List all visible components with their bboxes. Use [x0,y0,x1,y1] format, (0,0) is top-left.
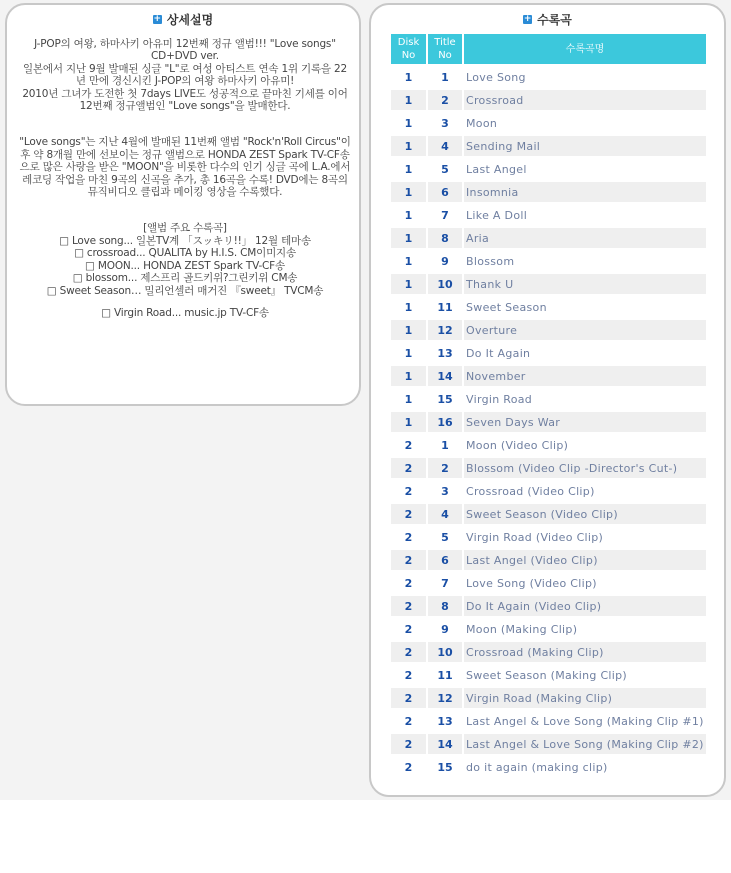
track-title-no: 14 [428,366,464,386]
track-disk-no: 1 [391,67,428,87]
column-header-track-name: 수록곡명 [464,34,706,64]
highlight-item: □ blossom... 제스프리 골드키위?그린키위 CM송 [72,272,298,285]
track-name: Seven Days War [464,412,706,432]
track-name: do it again (making clip) [466,760,608,774]
track-name: Sweet Season (Making Clip) [466,668,628,682]
track-disk-no: 2 [391,504,428,524]
track-disk-no: 1 [391,320,428,340]
track-title-no: 7 [428,205,464,225]
track-row [391,573,706,593]
track-title-no: 1 [428,435,464,455]
track-name: Crossroad (Making Clip) [464,642,706,662]
track-title-no: 5 [428,527,464,547]
track-name: Crossroad (Video Clip) [466,484,595,498]
track-row [391,665,706,685]
track-row [391,159,706,179]
track-disk-no: 2 [391,757,428,777]
track-name: Like A Doll [466,208,528,222]
track-disk-no: 1 [391,274,428,294]
track-row [391,320,706,340]
track-name: Virgin Road (Making Clip) [464,688,706,708]
tracklist-panel-header [371,10,724,28]
track-disk-no: 1 [391,113,428,133]
tracklist-panel [369,3,726,797]
album-summary: "Love songs"는 지난 4월에 발매된 11번째 앨범 "Rock'n'Roll Circus"이후 약 8개월 만에 선보이는 정규 앨범으로 HONDA ZEST Spark TV-CF송으로 많은 사랑을 받은 "MOON"을 비롯한 다수의 인기 싱글 곡에 L.A.에서 레코딩 작업을 마친 9곡의 신곡을 추가, 총 16곡을 수록! DVD에는 8곡의 뮤직비디오 클립과 메이킹 영상을 수록했다. [19,136,351,199]
track-name: Virgin Road [466,392,533,406]
track-name: Sending Mail [464,136,706,156]
track-row [391,297,706,317]
intro-headline: J-POP의 여왕, 하마사키 아유미 12번째 정규 앨범!!! "Love songs" CD+DVD ver. [34,38,336,63]
track-title-no: 10 [428,274,464,294]
track-name: November [464,366,706,386]
track-name: Last Angel [466,162,527,176]
track-title-no: 10 [428,642,464,662]
track-row [391,642,706,662]
detail-panel-header [7,10,359,28]
track-disk-no: 1 [391,228,428,248]
track-disk-no: 1 [391,412,428,432]
column-header-disk-no [391,34,428,64]
track-title-no: 1 [428,67,464,87]
track-disk-no: 2 [391,573,428,593]
tracklist-body [391,67,706,777]
track-title-no: 5 [428,159,464,179]
tracklist-header-row [391,34,706,64]
track-title-no: 6 [428,182,464,202]
track-row [391,228,706,248]
track-title-no: 9 [428,251,464,271]
track-disk-no: 2 [391,734,428,754]
track-disk-no: 1 [391,297,428,317]
track-name: Virgin Road (Video Clip) [466,530,604,544]
track-disk-no: 2 [391,458,428,478]
track-disk-no: 1 [391,343,428,363]
highlight-item: □ crossroad... QUALITA by H.I.S. CM이미지송 [74,247,296,260]
intro-record: 일본에서 지난 9월 발매된 싱글 "L"로 여성 아티스트 연속 1위 기록을 22년 만에 경신시킨 J-POP의 여왕 하마사키 아유미! [23,62,347,88]
track-title-no: 15 [428,389,464,409]
track-disk-no: 1 [391,159,428,179]
track-disk-no: 1 [391,366,428,386]
track-row [391,550,706,570]
track-row [391,274,706,294]
track-name: Sweet Season (Video Clip) [464,504,706,524]
track-row [391,251,706,271]
track-row [391,90,706,110]
track-row [391,136,706,156]
track-row [391,205,706,225]
track-name: Crossroad [464,90,706,110]
tracklist-panel-title: 수록곡 [537,12,572,27]
track-title-no: 12 [428,688,464,708]
track-row [391,711,706,731]
tracklist-table [391,31,706,780]
track-title-no: 6 [428,550,464,570]
track-name: Do It Again (Video Clip) [464,596,706,616]
track-name: Blossom [466,254,515,268]
track-disk-no: 1 [391,389,428,409]
track-disk-no: 2 [391,527,428,547]
track-row [391,366,706,386]
track-title-no: 12 [428,320,464,340]
track-row [391,619,706,639]
intro-live: 2010년 그녀가 도전한 첫 7days LIVE도 성공적으로 끝마친 기세를 이어 12번째 정규앨범인 "Love songs"을 발매한다. [22,87,348,113]
track-title-no: 15 [428,757,464,777]
track-disk-no: 2 [391,619,428,639]
track-name: Moon (Video Clip) [466,438,569,452]
detail-description [19,38,351,319]
plus-box-icon: + [523,13,532,24]
track-title-no: 7 [428,573,464,593]
track-title-no: 8 [428,228,464,248]
track-name: Last Angel & Love Song (Making Clip #1) [466,714,704,728]
detail-panel [5,3,361,406]
track-title-no: 11 [428,297,464,317]
track-disk-no: 2 [391,688,428,708]
track-title-no: 14 [428,734,464,754]
track-row [391,343,706,363]
track-disk-no: 2 [391,481,428,501]
track-row [391,435,706,455]
highlight-item: □ Sweet Season… 밀리언셀러 매거진 『sweet』 TVCM송 [46,284,324,297]
track-title-no: 13 [428,343,464,363]
track-row [391,596,706,616]
track-name: Moon (Making Clip) [466,622,578,636]
disk-header-line2: No [401,50,416,61]
track-disk-no: 1 [391,251,428,271]
track-row [391,458,706,478]
detail-panel-title: 상세설명 [166,12,214,27]
highlight-item: □ MOON... HONDA ZEST Spark TV-CF송 [85,259,285,272]
title-header-line1: Title [434,37,456,48]
track-disk-no: 1 [391,205,428,225]
track-disk-no: 2 [391,665,428,685]
column-header-title-no [428,34,464,64]
track-disk-no: 2 [391,642,428,662]
highlight-item: □ Love song... 일본TV계 「スッキリ!!」 12월 테마송 [59,234,311,247]
track-row [391,481,706,501]
track-title-no: 4 [428,136,464,156]
track-name: Love Song (Video Clip) [466,576,597,590]
track-title-no: 3 [428,113,464,133]
track-name: Aria [464,228,706,248]
track-name: Love Song [466,70,526,84]
track-name: Moon [466,116,498,130]
track-name: Do It Again [466,346,531,360]
track-name: Last Angel & Love Song (Making Clip #2) [464,734,706,754]
track-title-no: 11 [428,665,464,685]
track-title-no: 9 [428,619,464,639]
track-row [391,734,706,754]
track-row [391,757,706,777]
track-row [391,67,706,87]
track-title-no: 2 [428,458,464,478]
track-row [391,113,706,133]
track-row [391,527,706,547]
plus-box-icon: + [153,13,162,24]
disk-header-line1: Disk [397,37,420,48]
track-row [391,412,706,432]
track-disk-no: 2 [391,550,428,570]
title-header-line2: No [438,50,452,61]
track-disk-no: 1 [391,182,428,202]
track-name: Sweet Season [466,300,547,314]
track-row [391,182,706,202]
track-name: Overture [464,320,706,340]
track-row [391,389,706,409]
track-name: Blossom (Video Clip -Director's Cut-) [464,458,706,478]
highlight-item: □ Virgin Road... music.jp TV-CF송 [101,306,269,319]
track-title-no: 8 [428,596,464,616]
track-disk-no: 1 [391,136,428,156]
track-title-no: 4 [428,504,464,524]
track-row [391,504,706,524]
track-disk-no: 2 [391,711,428,731]
track-name: Thank U [464,274,706,294]
track-row [391,688,706,708]
track-title-no: 2 [428,90,464,110]
track-title-no: 3 [428,481,464,501]
highlights-title: [앨범 주요 수록곡] [143,222,227,235]
track-disk-no: 1 [391,90,428,110]
track-title-no: 16 [428,412,464,432]
track-name: Last Angel (Video Clip) [464,550,706,570]
track-disk-no: 2 [391,435,428,455]
track-disk-no: 2 [391,596,428,616]
track-name: Insomnia [464,182,706,202]
track-title-no: 13 [428,711,464,731]
